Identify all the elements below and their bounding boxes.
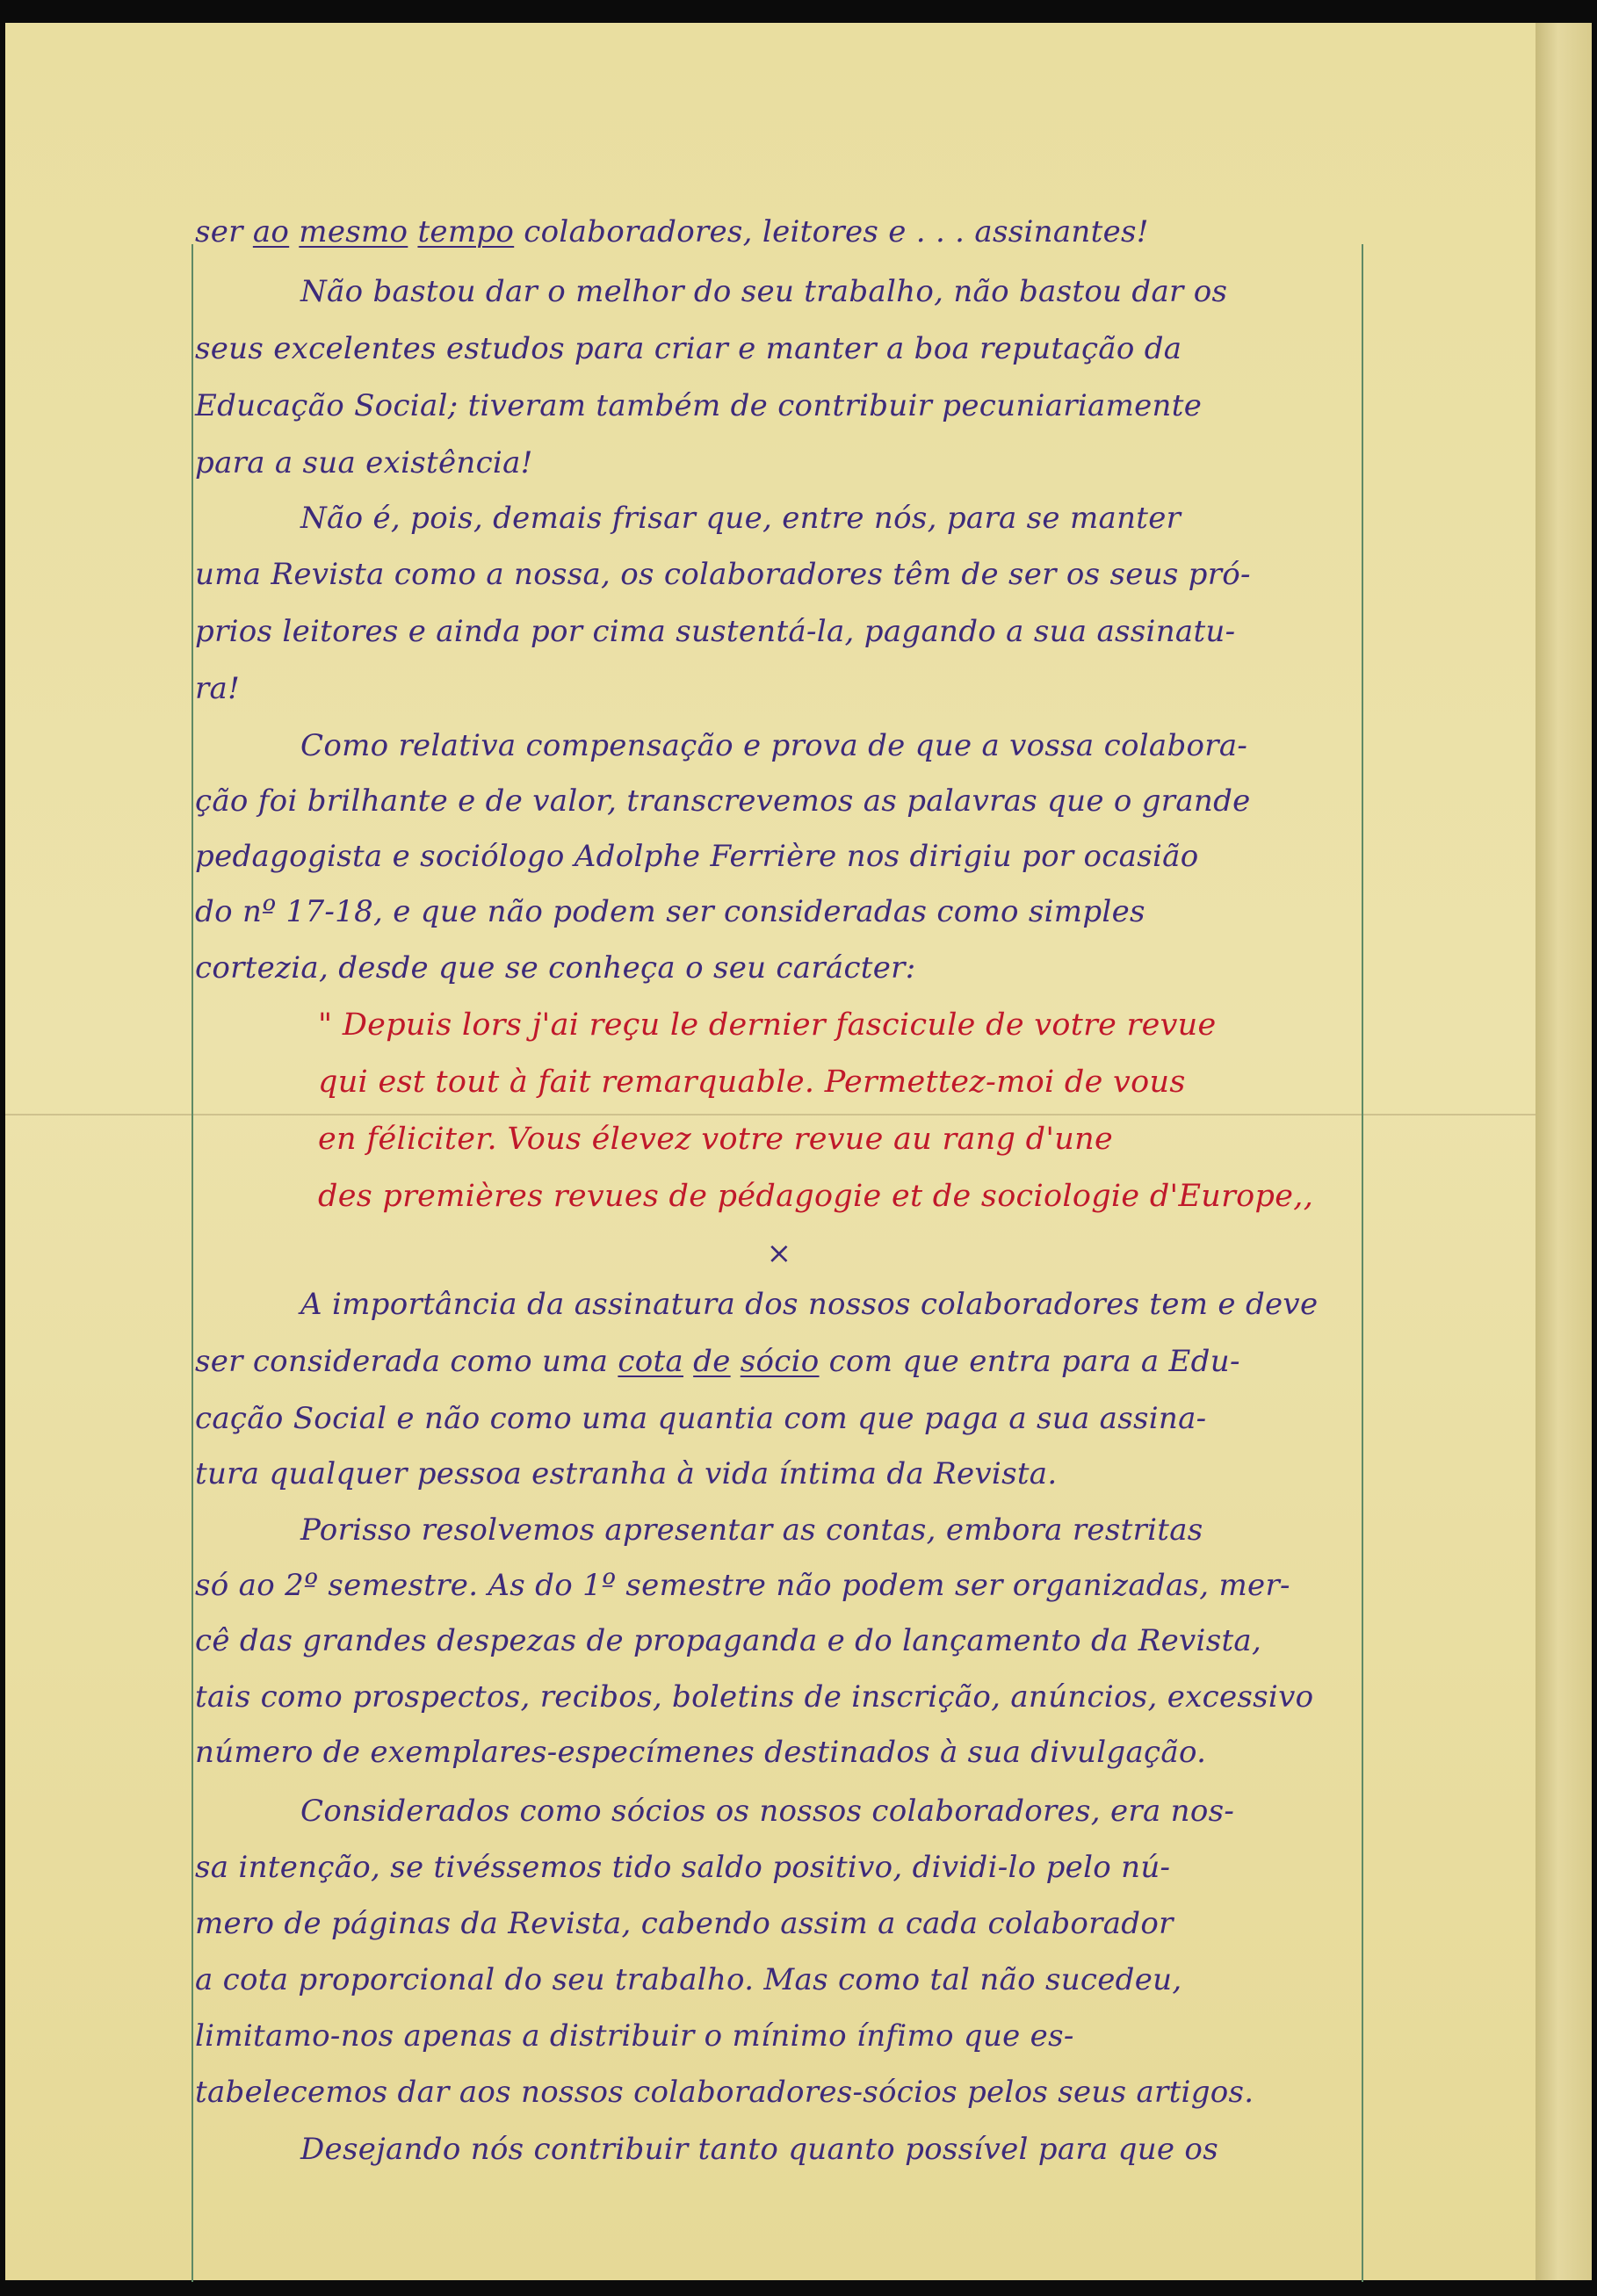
text-line: cê das grandes despezas de propaganda e do lançamento da Revista,: [195, 1623, 1262, 1658]
quote-line: en féliciter. Vous élevez votre revue au rang d'une: [318, 1122, 1113, 1157]
text-line: Desejando nós contribuir tanto quanto possível para que os: [300, 2132, 1218, 2167]
text-line: número de exemplares-especímenes destinados à sua divulgação.: [195, 1735, 1207, 1770]
text-line: sa intenção, se tivéssemos tido saldo positivo, dividi-lo pelo nú-: [195, 1850, 1171, 1885]
text-line: só ao 2º semestre. As do 1º semestre não podem ser organizadas, mer-: [195, 1568, 1290, 1603]
text-line: do nº 17-18, e que não podem ser consideradas como simples: [195, 894, 1145, 929]
quote-line: " Depuis lors j'ai reçu le dernier fascicule de votre revue: [318, 1007, 1217, 1043]
text-line: Considerados como sócios os nossos colaboradores, era nos-: [300, 1794, 1235, 1829]
text-line: ra!: [195, 671, 241, 706]
text-line: limitamo-nos apenas a distribuir o mínimo ínfimo que es-: [195, 2018, 1074, 2054]
text-line: para a sua existência!: [195, 445, 533, 480]
quote-line: des premières revues de pédagogie et de sociologie d'Europe,,: [318, 1179, 1314, 1214]
text-line: mero de páginas da Revista, cabendo assim a cada colaborador: [195, 1906, 1174, 1941]
paper-fold: [5, 1114, 1536, 1116]
quote-line: qui est tout à fait remarquable. Permettez-moi de vous: [318, 1065, 1186, 1100]
adjacent-page-edge: [1536, 23, 1592, 2280]
text-line: Educação Social; tiveram também de contribuir pecuniariamente: [195, 388, 1203, 423]
text-line: tura qualquer pessoa estranha à vida íntima da Revista.: [195, 1456, 1058, 1491]
section-separator: ×: [766, 1236, 792, 1271]
text-line: tabelecemos dar aos nossos colaboradores-sócios pelos seus artigos.: [195, 2075, 1254, 2110]
text-line: a cota proporcional do seu trabalho. Mas como tal não sucedeu,: [195, 1962, 1182, 1997]
text-line: ser considerada como uma cota de sócio com que entra para a Edu-: [195, 1344, 1240, 1379]
text-line: ção foi brilhante e de valor, transcrevemos as palavras que o grande: [195, 783, 1251, 819]
text-line: uma Revista como a nossa, os colaboradores têm de ser os seus pró-: [195, 557, 1251, 592]
text-line: seus excelentes estudos para criar e manter a boa reputação da: [195, 331, 1182, 366]
text-line: Porisso resolvemos apresentar as contas, embora restritas: [300, 1513, 1203, 1548]
text-line: cortezia, desde que se conheça o seu carácter:: [195, 950, 916, 986]
text-line: ser ao mesmo tempo colaboradores, leitores e . . . assinantes!: [195, 214, 1149, 249]
left-margin-rule: [191, 244, 193, 2282]
text-line: cação Social e não como uma quantia com que paga a sua assina-: [195, 1401, 1207, 1436]
text-line: prios leitores e ainda por cima sustentá-la, pagando a sua assinatu-: [195, 614, 1236, 649]
text-line: tais como prospectos, recibos, boletins de inscrição, anúncios, excessivo: [195, 1679, 1314, 1715]
text-line: Não é, pois, demais frisar que, entre nós, para se manter: [300, 501, 1181, 536]
text-line: Não bastou dar o melhor do seu trabalho, não bastou dar os: [300, 274, 1228, 309]
text-line: Como relativa compensação e prova de que a vossa colabora-: [300, 728, 1248, 763]
text-line: pedagogista e sociólogo Adolphe Ferrière nos dirigiu por ocasião: [195, 839, 1199, 874]
text-line: A importância da assinatura dos nossos colaboradores tem e deve: [300, 1287, 1319, 1322]
